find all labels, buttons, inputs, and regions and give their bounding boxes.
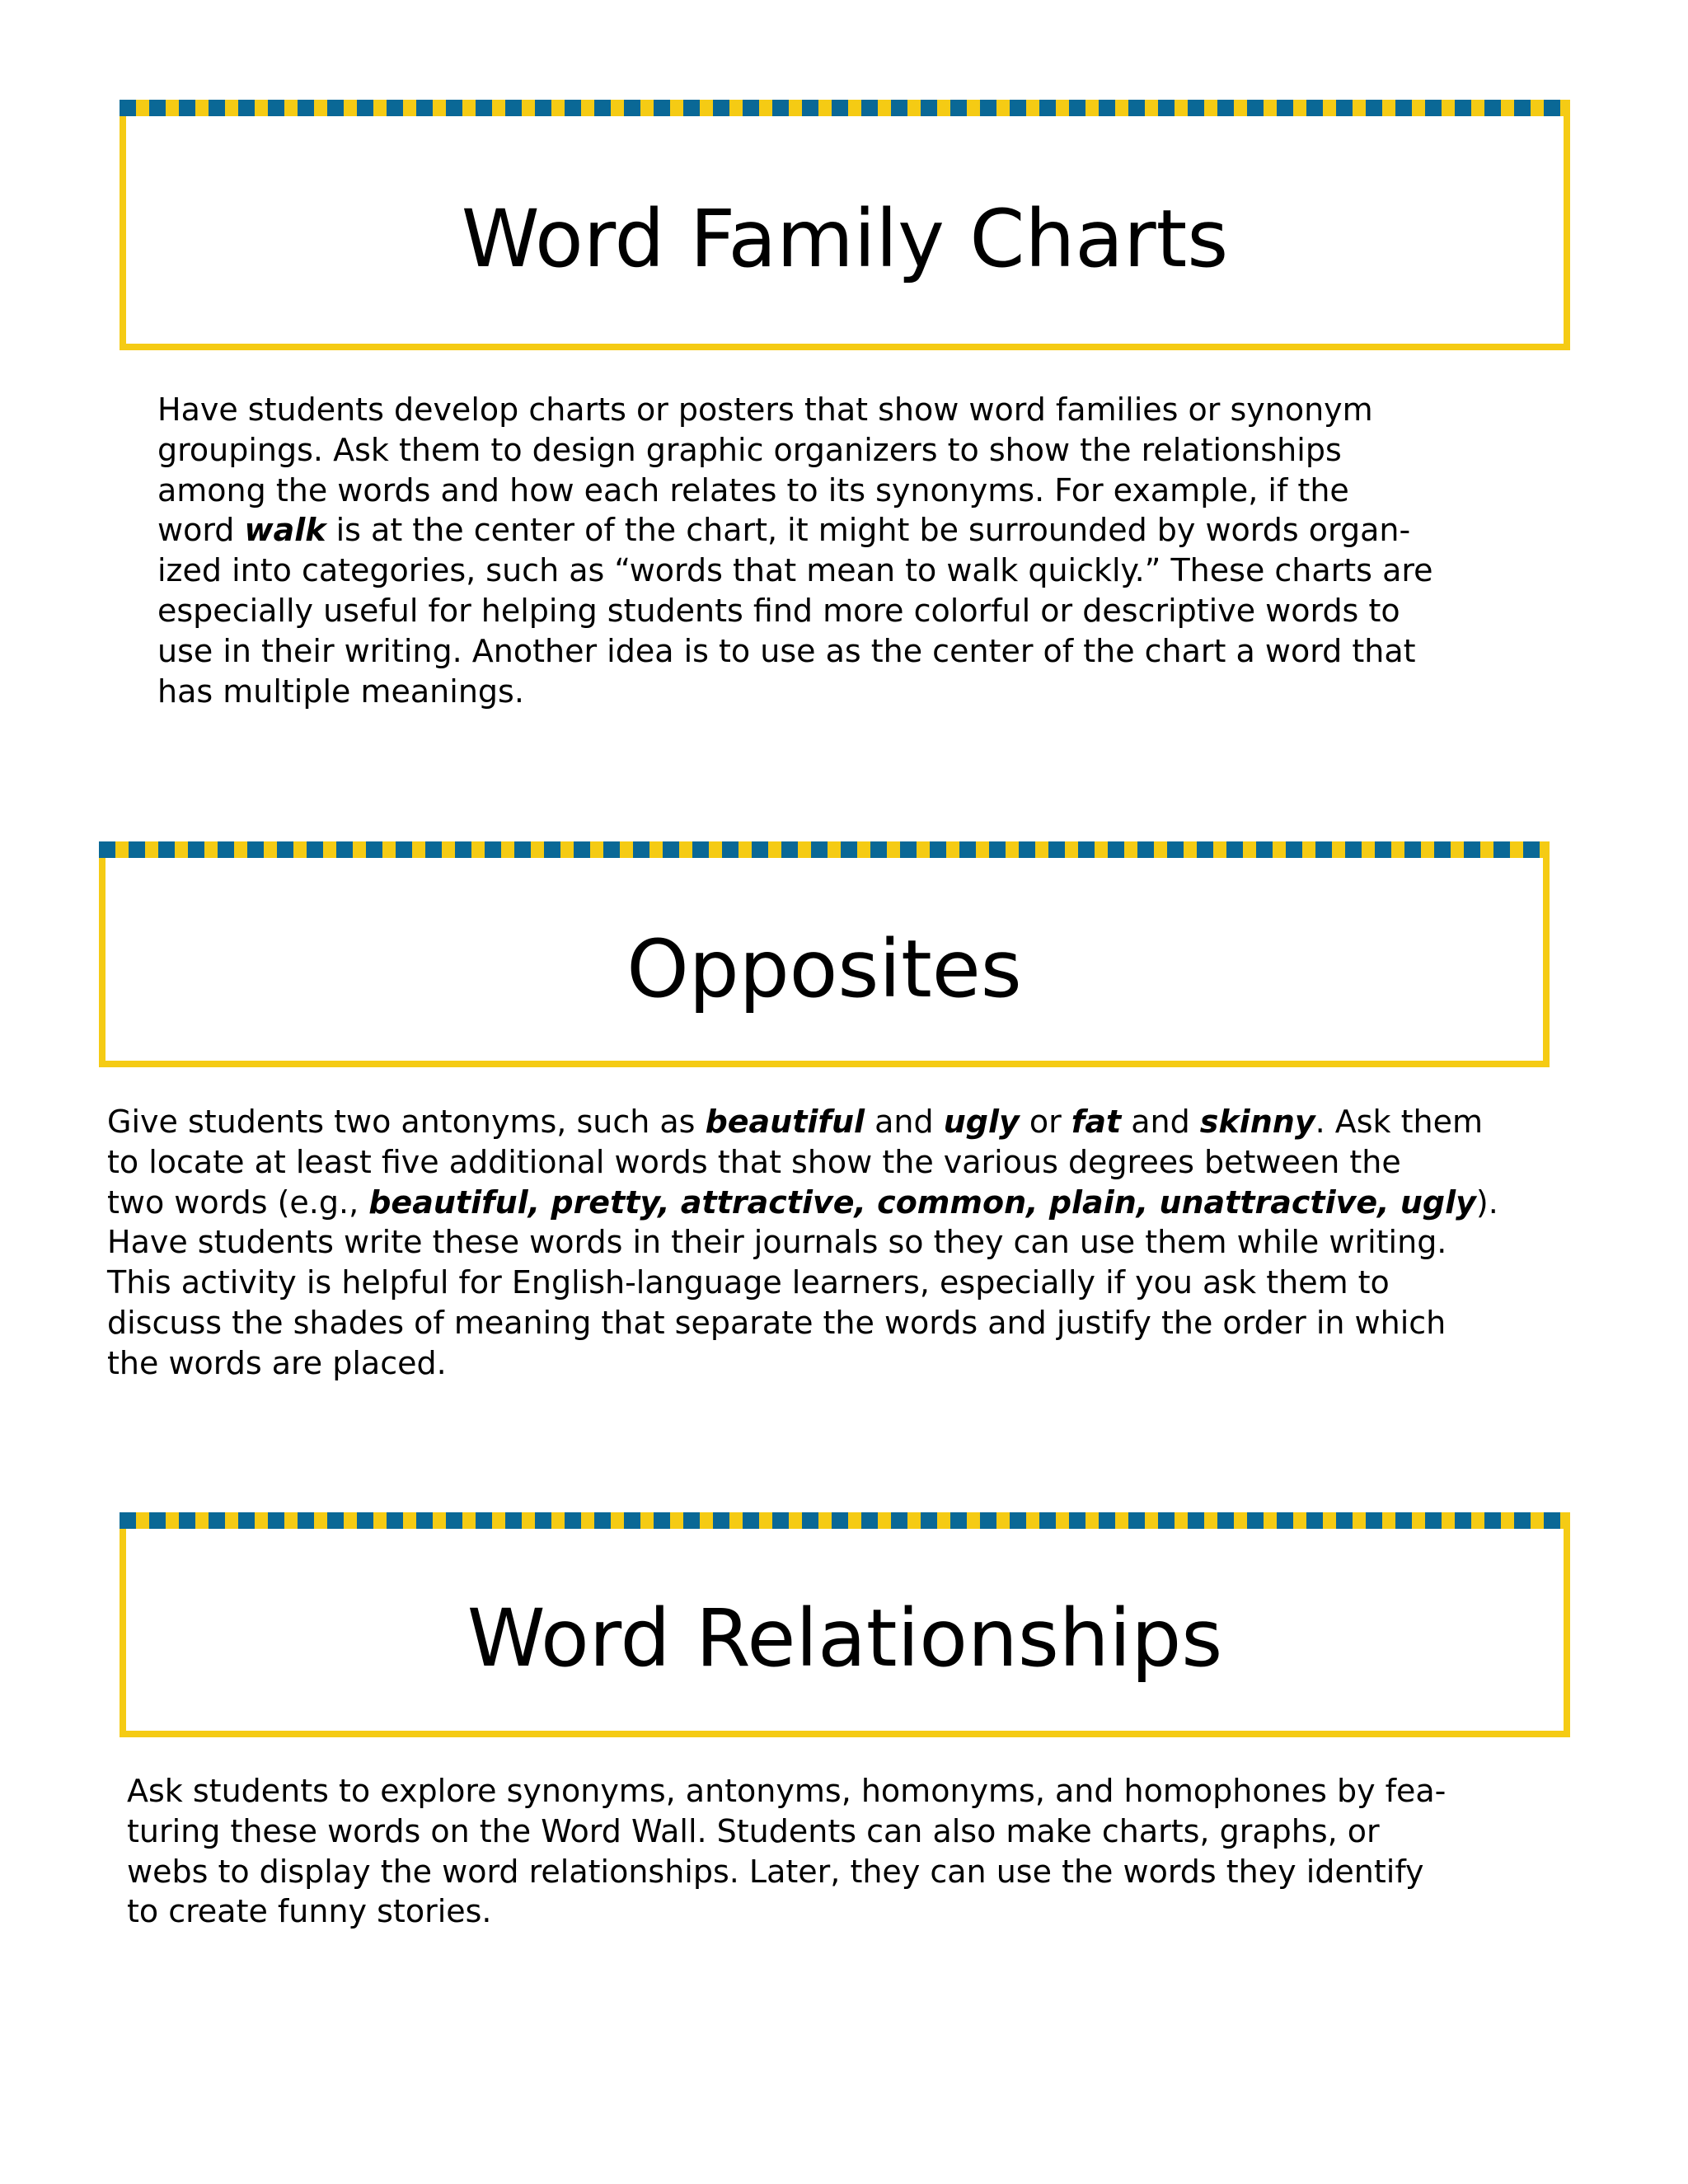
emphasized-word: skinny (1199, 1104, 1315, 1140)
text-segment: has multiple meanings. (157, 673, 524, 710)
paragraph-line (107, 1102, 1498, 1142)
text-segment: Have students write these words in their journals so they can use them while writing. (107, 1224, 1447, 1261)
section-header-word-relationships (120, 1529, 1570, 1737)
paragraph-line (107, 1303, 1498, 1343)
text-segment: to create funny stories. (127, 1893, 492, 1930)
emphasized-word: beautiful (705, 1104, 865, 1140)
text-segment: discuss the shades of meaning that separate the words and justify the order in which (107, 1304, 1447, 1341)
text-segment: This activity is helpful for English-language learners, especially if you ask them to (107, 1264, 1390, 1301)
paragraph-line (157, 510, 1433, 551)
text-segment: . Ask them (1315, 1104, 1484, 1140)
text-segment: use in their writing. Another idea is to use as the center of the chart a word that (157, 632, 1416, 669)
section-paragraph (157, 390, 1433, 711)
dashed-stripe-border (99, 841, 1550, 858)
paragraph-line (107, 1222, 1498, 1263)
section-paragraph (127, 1771, 1446, 1932)
text-segment: Give students two antonyms, such as (107, 1104, 706, 1140)
text-segment: Ask students to explore synonyms, antonyms, homonyms, and homophones by fea- (127, 1773, 1447, 1809)
section-title: Opposites (626, 923, 1022, 1015)
text-segment: and (1121, 1104, 1200, 1140)
paragraph-line (157, 672, 1433, 712)
paragraph-line (157, 591, 1433, 631)
section-title: Word Family Charts (461, 193, 1229, 285)
emphasized-word: walk (244, 512, 326, 549)
emphasized-word: beautiful, pretty, attractive, common, plain, unattractive, ugly (368, 1183, 1476, 1221)
paragraph-line (107, 1142, 1498, 1183)
paragraph-line (157, 471, 1433, 511)
paragraph-line (127, 1891, 1446, 1932)
text-segment: to locate at least five additional words that show the various degrees between the (107, 1143, 1401, 1180)
section-title: Word Relationships (467, 1592, 1223, 1685)
text-segment: or (1019, 1104, 1071, 1140)
paragraph-line (157, 631, 1433, 672)
paragraph-line (157, 551, 1433, 591)
paragraph-line (107, 1263, 1498, 1303)
section-paragraph (107, 1102, 1498, 1384)
paragraph-line (157, 390, 1433, 430)
text-segment: Have students develop charts or posters that show word families or synonym (157, 391, 1373, 428)
text-segment: two words (e.g., (107, 1183, 369, 1221)
dashed-stripe-border (120, 100, 1570, 116)
paragraph-line (157, 430, 1433, 471)
paragraph-line (107, 1183, 1498, 1223)
text-segment: ized into categories, such as “words that mean to walk quickly.” These charts are (157, 552, 1433, 589)
text-segment: webs to display the word relationships. Later, they can use the words they identify (127, 1853, 1424, 1890)
text-segment: especially useful for helping students find more colorful or descriptive words to (157, 592, 1400, 629)
text-segment: is at the center of the chart, it might be surrounded by words organ- (326, 512, 1411, 549)
text-segment: among the words and how each relates to its synonyms. For example, if the (157, 471, 1349, 509)
text-segment: word (157, 512, 245, 549)
dashed-stripe-border (120, 1512, 1570, 1529)
emphasized-word: fat (1071, 1104, 1122, 1140)
text-segment: the words are placed. (107, 1344, 447, 1381)
paragraph-line (127, 1811, 1446, 1852)
section-header-opposites (99, 858, 1550, 1067)
paragraph-line (127, 1852, 1446, 1892)
emphasized-word: ugly (943, 1104, 1020, 1140)
text-segment: turing these words on the Word Wall. Students can also make charts, graphs, or (127, 1812, 1380, 1849)
paragraph-line (127, 1771, 1446, 1811)
text-segment: and (865, 1104, 944, 1140)
text-segment: groupings. Ask them to design graphic organizers to show the relationships (157, 431, 1342, 468)
section-header-word-family-charts (120, 116, 1570, 350)
paragraph-line (107, 1343, 1498, 1384)
text-segment: ). (1475, 1183, 1498, 1221)
